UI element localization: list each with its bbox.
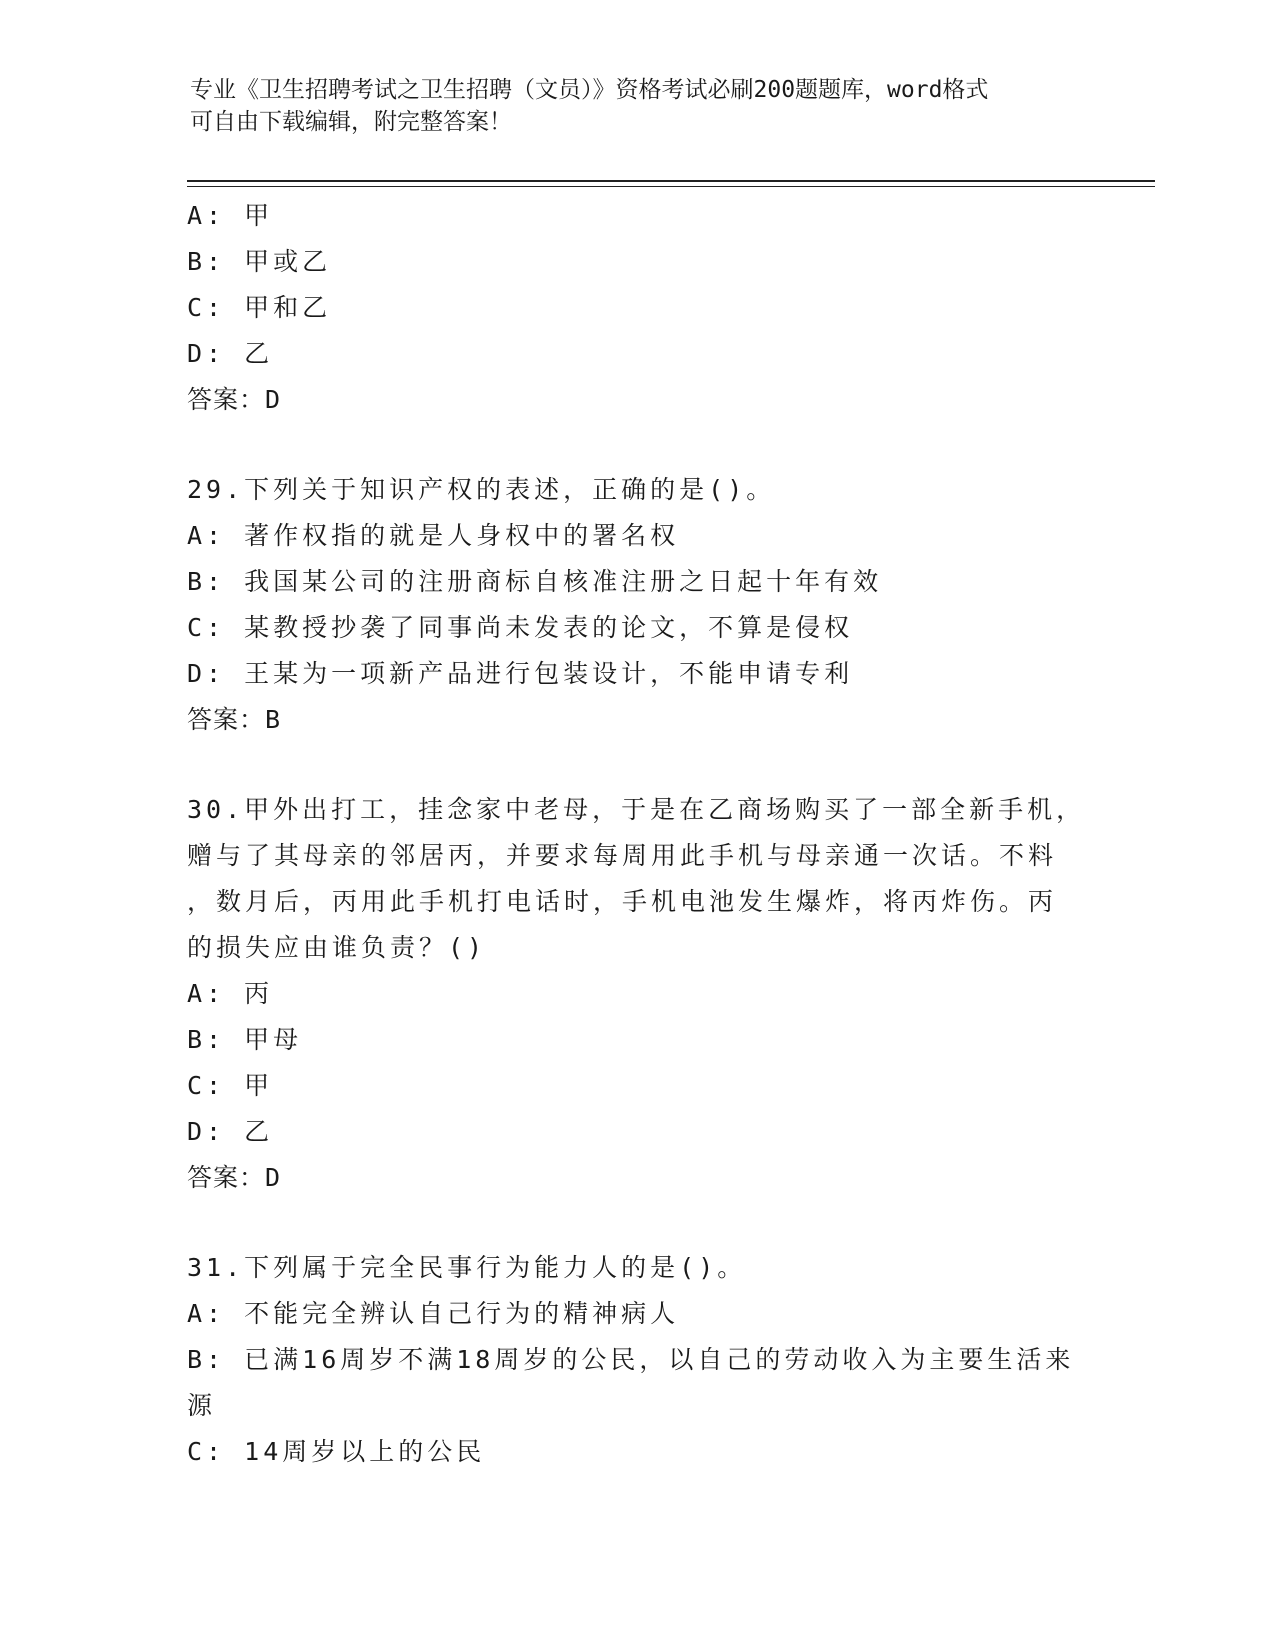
question-stem-line: 30.甲外出打工，挂念家中老母，于是在乙商场购买了一部全新手机，	[187, 795, 1086, 824]
question-stem-line: 的损失应由谁负责？()	[187, 933, 487, 962]
option-c: C: 甲和乙	[187, 293, 332, 322]
header-rule-thin	[187, 186, 1155, 187]
question-29	[187, 467, 1087, 743]
option-a: A: 不能完全辨认自己行为的精神病人	[187, 1299, 680, 1328]
document-header	[190, 74, 1070, 138]
option-d: D: 王某为一项新产品进行包装设计，不能申请专利	[187, 659, 854, 688]
question-28	[187, 193, 1087, 423]
header-line-2: 可自由下载编辑，附完整答案！	[190, 109, 512, 135]
question-30	[187, 787, 1087, 1201]
answer: 答案：D	[187, 385, 282, 414]
option-d: D: 乙	[187, 1117, 274, 1146]
option-d: D: 乙	[187, 339, 274, 368]
question-31	[187, 1245, 1087, 1475]
option-b: B: 甲母	[187, 1025, 303, 1054]
option-a: A: 著作权指的就是人身权中的署名权	[187, 521, 680, 550]
question-stem-line: 赠与了其母亲的邻居丙，并要求每周用此手机与母亲通一次话。不料	[187, 841, 1058, 870]
option-b-continued: 源	[187, 1391, 217, 1420]
answer: 答案：B	[187, 705, 282, 734]
header-line-1: 专业《卫生招聘考试之卫生招聘（文员）》资格考试必刷200题题库，word格式	[190, 77, 989, 103]
question-stem-line: ，数月后，丙用此手机打电话时，手机电池发生爆炸，将丙炸伤。丙	[187, 887, 1058, 916]
question-stem: 29.下列关于知识产权的表述，正确的是()。	[187, 475, 776, 504]
answer: 答案：D	[187, 1163, 282, 1192]
option-a: A: 丙	[187, 979, 274, 1008]
option-c: C: 14周岁以上的公民	[187, 1437, 486, 1466]
question-stem: 31.下列属于完全民事行为能力人的是()。	[187, 1253, 747, 1282]
option-b: B: 已满16周岁不满18周岁的公民，以自己的劳动收入为主要生活来	[187, 1345, 1075, 1374]
question-content	[187, 193, 1087, 1475]
option-b: B: 我国某公司的注册商标自核准注册之日起十年有效	[187, 567, 883, 596]
option-b: B: 甲或乙	[187, 247, 332, 276]
header-rule-thick	[187, 180, 1155, 182]
option-c: C: 某教授抄袭了同事尚未发表的论文，不算是侵权	[187, 613, 854, 642]
option-a: A: 甲	[187, 201, 274, 230]
option-c: C: 甲	[187, 1071, 274, 1100]
